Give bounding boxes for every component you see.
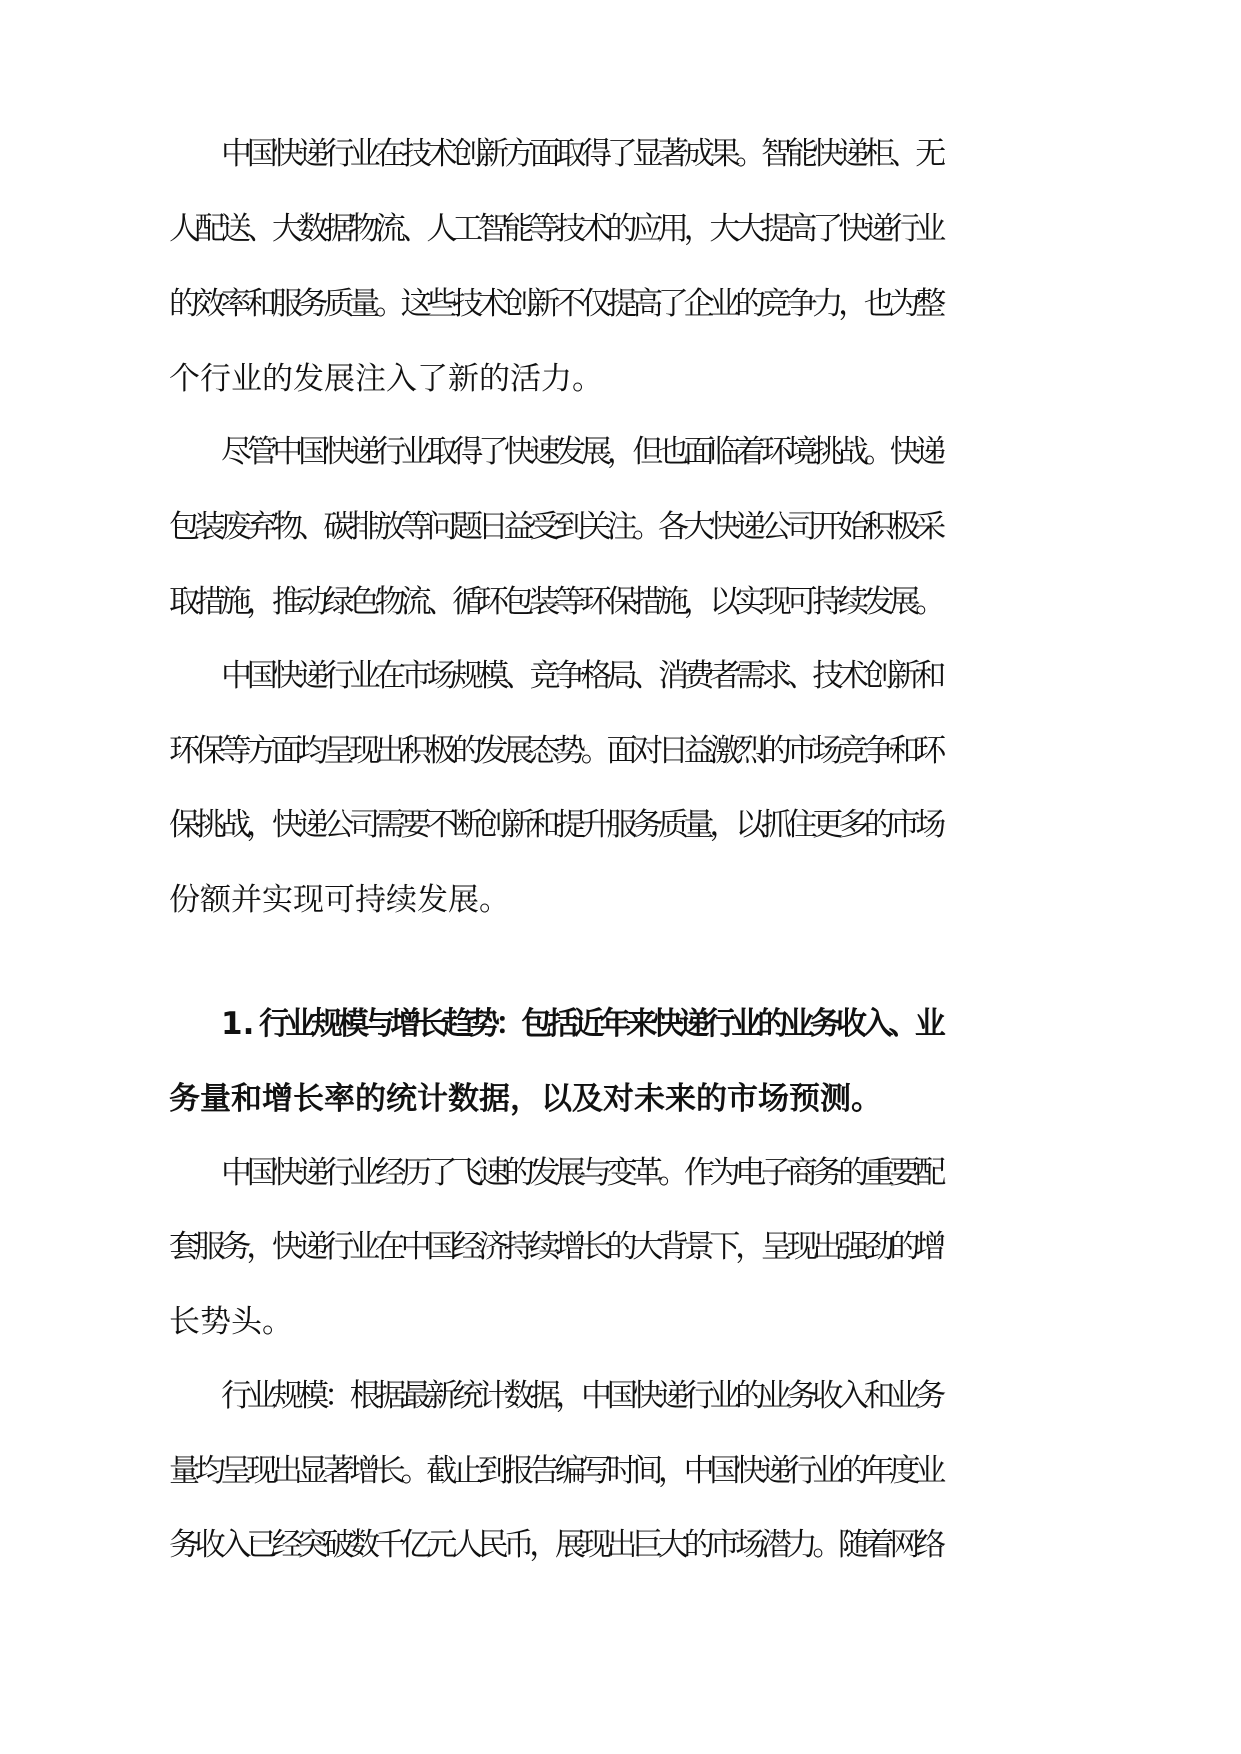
paragraph-2-line-1: 尽管中国快递行业取得了快速发展，但也面临着环境挑战。快递 <box>221 434 941 470</box>
heading-line-1: 行业规模与增长趋势：包括近年来快递行业的业务收入、业 <box>259 1006 941 1042</box>
paragraph-3-line-1: 中国快递行业在市场规模、竞争格局、消费者需求、技术创新和 <box>221 658 941 694</box>
paragraph-3-line-3: 保挑战，快递公司需要不断创新和提升服务质量，以抓住更多的市场 <box>169 807 941 843</box>
paragraph-3-line-2: 环保等方面均呈现出积极的发展态势。面对日益激烈的市场竞争和环 <box>169 733 941 769</box>
paragraph-2-line-2: 包装废弃物、碳排放等问题日益受到关注。各大快递公司开始积极采 <box>169 509 941 545</box>
paragraph-1-line-4: 个行业的发展注入了新的活力。 <box>169 361 603 397</box>
paragraph-1-line-1: 中国快递行业在技术创新方面取得了显著成果。智能快递柜、无 <box>221 136 941 172</box>
paragraph-5-line-3: 务收入已经突破数千亿元人民币，展现出巨大的市场潜力。随着网络 <box>169 1527 941 1563</box>
paragraph-4-line-3: 长势头。 <box>169 1304 293 1340</box>
paragraph-3-line-4: 份额并实现可持续发展。 <box>169 882 510 918</box>
paragraph-2-line-3: 取措施，推动绿色物流、循环包装等环保措施，以实现可持续发展。 <box>169 584 941 620</box>
paragraph-5-line-2: 量均呈现出显著增长。截止到报告编写时间，中国快递行业的年度业 <box>169 1453 941 1489</box>
paragraph-4-line-2: 套服务，快递行业在中国经济持续增长的大背景下，呈现出强劲的增 <box>169 1229 941 1265</box>
heading-number: 1. <box>221 1006 255 1042</box>
paragraph-1-line-3: 的效率和服务质量。这些技术创新不仅提高了企业的竞争力，也为整 <box>169 286 941 322</box>
heading-line-2: 务量和增长率的统计数据，以及对未来的市场预测。 <box>169 1081 882 1117</box>
paragraph-5-line-1: 行业规模：根据最新统计数据，中国快递行业的业务收入和业务 <box>221 1378 941 1414</box>
paragraph-4-line-1: 中国快递行业经历了飞速的发展与变革。作为电子商务的重要配 <box>221 1155 941 1191</box>
paragraph-1-line-2: 人配送、大数据物流、人工智能等技术的应用，大大提高了快递行业 <box>169 211 941 247</box>
